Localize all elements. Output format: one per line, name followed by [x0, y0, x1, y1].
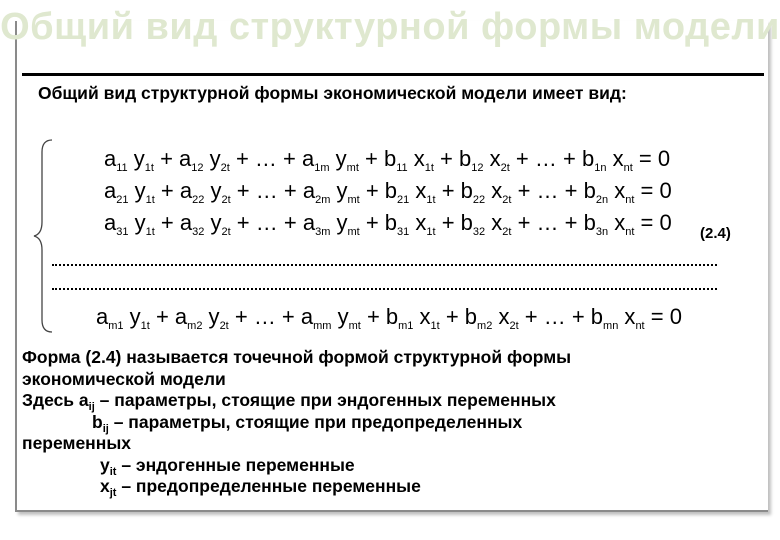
equation-text: $a_{31}$ $y_{1t} + a_{32}$ $y_{2t}$ + … + $a_{3m}$ $y_{mt} + b_{31}$ $x_{1t} + b_{32}$ $x_{2t}$ + … + $b_{3n}$ $x_{nt} = 0$ [104, 210, 672, 238]
explanation-block [22, 347, 762, 498]
explanation-line-2: экономической модели [22, 368, 226, 389]
dotted-row-2 [52, 288, 717, 292]
explanation-line-7: $x_{jt}$ – предопределенные переменные [100, 476, 421, 499]
slide-title: Общий вид структурной формы модели [0, 6, 780, 48]
explanation-line-1: Форма (2.4) называется точечной формой структурной формы [22, 347, 572, 367]
equation-number: (2.4) [700, 225, 731, 242]
equation-text: $a_{m1}$ $y_{1t} + a_{m2}$ $y_{2t}$ + … + $a_{mm}$ $y_{mt} + b_{m1}$ $x_{1t} + b_{m2}$ $x_{2t}$ + … + $b_{mn}$ $x_{nt} = 0$ [96, 304, 682, 332]
system-brace [30, 138, 70, 334]
equation-row-3 [104, 210, 672, 236]
title-underline [22, 73, 764, 76]
equation-row-m [96, 304, 682, 330]
intro-text: Общий вид структурной формы экономической модели имеет вид: [38, 83, 627, 103]
equation-text: $a_{21}$ $y_{1t} + a_{22}$ $y_{2t}$ + … + $a_{2m}$ $y_{mt} + b_{21}$ $x_{1t} + b_{22}$ $x_{2t}$ + … + $b_{2n}$ $x_{nt} = 0$ [104, 178, 672, 206]
explanation-line-5: переменных [22, 433, 131, 453]
equation-row-2 [104, 178, 672, 204]
explanation-line-4: $b_{ij}$ – параметры, стоящие при предопределенных [92, 411, 523, 435]
equation-text: $a_{11}$ $y_{1t} + a_{12}$ $y_{2t}$ + … + $a_{1m}$ $y_{mt} + b_{11}$ $x_{1t} + b_{12}$ $x_{2t}$ + … + $b_{1n}$ $x_{nt} = 0$ [104, 146, 671, 174]
explanation-line-6: $y_{it}$ – эндогенные переменные [100, 454, 355, 478]
dotted-row-1 [52, 264, 717, 268]
explanation-line-3: Здесь $a_{ij}$ – параметры, стоящие при эндогенных переменных [22, 390, 556, 413]
equation-row-1 [104, 146, 670, 172]
